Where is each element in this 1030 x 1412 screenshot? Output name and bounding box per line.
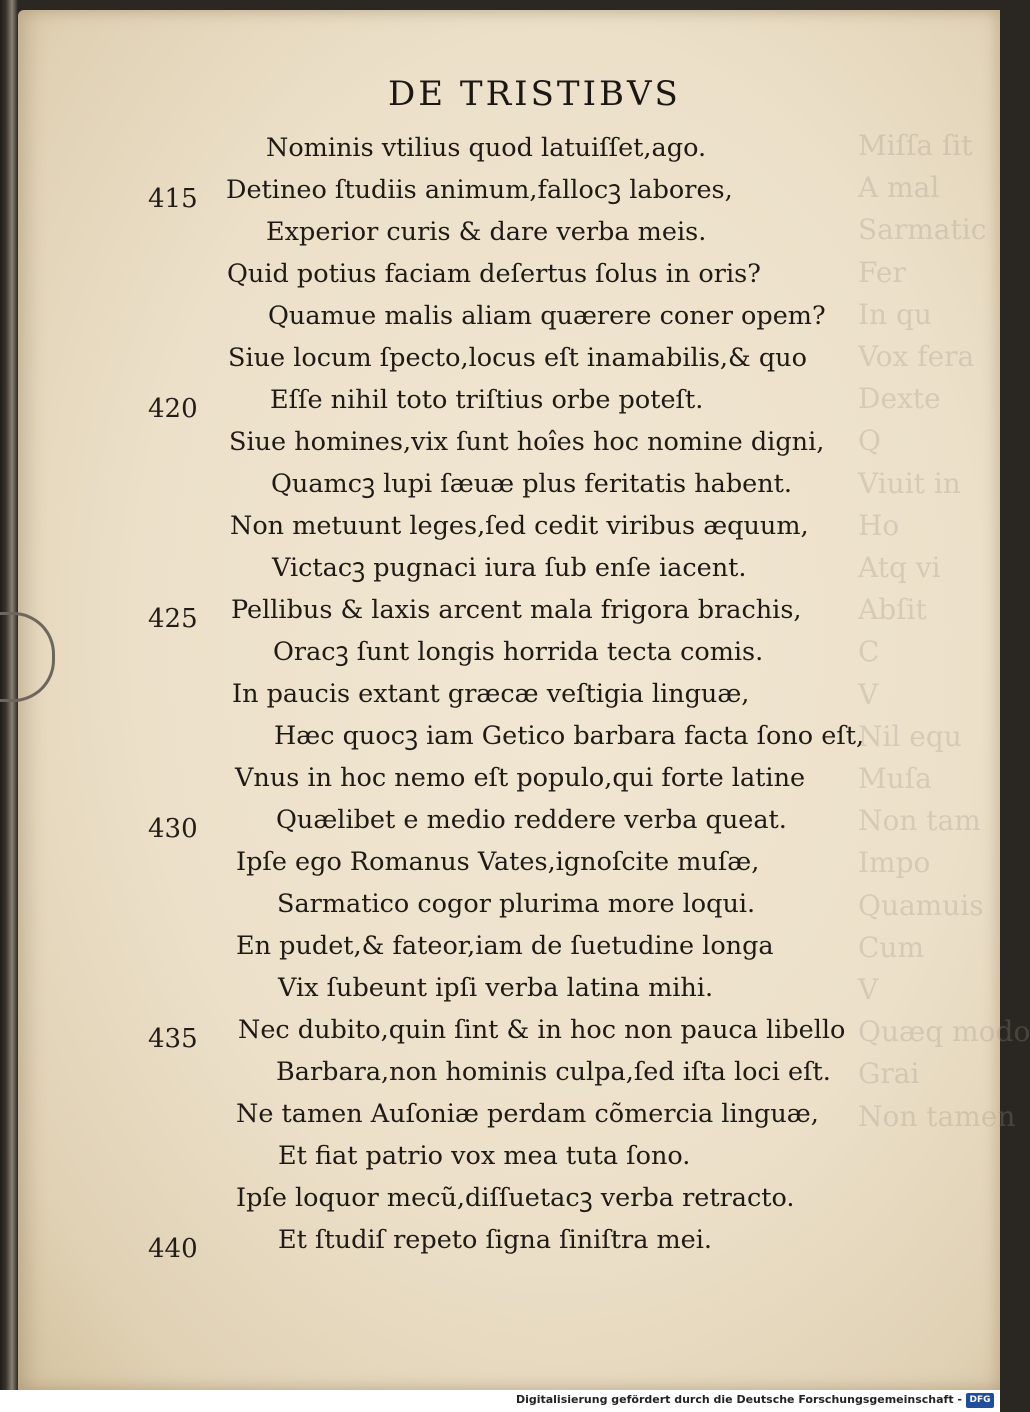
verse-text: Ipſe ego Romanus Vates,ignoſcite muſæ, xyxy=(236,847,760,877)
verse-text: Eſſe nihil toto triſtius orbe poteſt. xyxy=(270,385,704,415)
bleed-line: A mal xyxy=(858,171,940,205)
running-head: DE TRISTIBVS xyxy=(388,74,681,114)
verse-line xyxy=(0,379,980,421)
line-number: 415 xyxy=(148,184,198,214)
verse-text: En pudet,& fateor,iam de ſuetudine longa xyxy=(236,931,774,961)
verse-text: Non metuunt leges,ſed cedit viribus æquum, xyxy=(230,511,809,541)
bleed-line: Atq vi xyxy=(858,551,941,585)
verse-text: Hæc quocꝫ iam Getico barbara facta ſono eſt, xyxy=(274,721,865,751)
verse-line xyxy=(0,757,980,799)
bleed-line: Sarmatic xyxy=(858,213,987,247)
line-number: 430 xyxy=(148,814,198,844)
verse-line xyxy=(0,421,980,463)
line-number: 425 xyxy=(148,604,198,634)
verse-text: Et ſtudiſ repeto ſigna ſiniſtra mei. xyxy=(278,1225,713,1255)
verse-line xyxy=(0,505,980,547)
verse-line xyxy=(0,841,980,883)
verse-line xyxy=(0,883,980,925)
verse-text: Nominis vtilius quod latuiſſet,ago. xyxy=(266,133,707,163)
verse-line xyxy=(0,295,980,337)
verse-line xyxy=(0,253,980,295)
line-number: 420 xyxy=(148,394,198,424)
verse-text: Quamue malis aliam quærere coner opem? xyxy=(268,301,826,331)
verse-text: Et fiat patrio vox mea tuta ſono. xyxy=(278,1141,691,1171)
verse-text: Victacꝫ pugnaci iura ſub enſe iacent. xyxy=(272,553,747,583)
verse-text: Ne tamen Auſoniæ perdam cõmercia linguæ, xyxy=(236,1099,819,1129)
bleed-line: Non tam xyxy=(858,804,981,838)
verse-line xyxy=(0,673,980,715)
bleed-line: Non tamen xyxy=(858,1099,1016,1133)
bleed-line: Nil equ xyxy=(858,719,962,753)
verse-line xyxy=(0,127,980,169)
verse-line xyxy=(0,1135,980,1177)
verse-line xyxy=(0,1009,980,1051)
verse-text: Ipſe loquor mecũ,diſſuetacꝫ verba retracto. xyxy=(236,1183,795,1213)
verse-line xyxy=(0,1051,980,1093)
bleed-line: V xyxy=(858,677,879,711)
bleed-line: Q xyxy=(858,424,881,458)
verse-text: Pellibus & laxis arcent mala frigora brachis, xyxy=(231,595,802,625)
verse-line xyxy=(0,337,980,379)
bleed-line: Quæq modo xyxy=(858,1015,1030,1049)
bleed-line: Ho xyxy=(858,508,900,542)
verse-line xyxy=(0,589,980,631)
verse-text: Oracꝫ ſunt longis horrida tecta comis. xyxy=(273,637,764,667)
verse-text: Sarmatico cogor plurima more loqui. xyxy=(277,889,756,919)
bleed-line: Fer xyxy=(858,255,906,289)
line-number: 435 xyxy=(148,1024,198,1054)
bleed-line: V xyxy=(858,973,879,1007)
verse-line xyxy=(0,799,980,841)
verse-text: Siue homines,vix ſunt hoîes hoc nomine digni, xyxy=(229,427,825,457)
verse-line xyxy=(0,547,980,589)
bleed-line: Quamuis xyxy=(858,888,984,922)
bleed-line: Muſa xyxy=(858,762,932,796)
bleed-line: Dexte xyxy=(858,382,941,416)
bleed-line: Vox fera xyxy=(858,340,975,374)
verse-line xyxy=(0,1219,980,1261)
bleed-line: Viuit in xyxy=(858,466,961,500)
dfg-logo: DFG xyxy=(966,1393,994,1408)
verse-text: Quamcꝫ lupi ſæuæ plus feritatis habent. xyxy=(271,469,793,499)
verse-text: Barbara,non hominis culpa,ſed iſta loci eſt. xyxy=(276,1057,831,1087)
verse-line xyxy=(0,631,980,673)
verse-line xyxy=(0,169,980,211)
verse-line xyxy=(0,715,980,757)
verse-text: Vix ſubeunt ipſi verba latina mihi. xyxy=(278,973,714,1003)
line-number: 440 xyxy=(148,1234,198,1264)
verse-line xyxy=(0,1177,980,1219)
verse-line xyxy=(0,1093,980,1135)
verse-text: Quælibet e medio reddere verba queat. xyxy=(276,805,787,835)
verse-line xyxy=(0,211,980,253)
bleed-line: Grai xyxy=(858,1057,920,1091)
bleed-line: In qu xyxy=(858,297,932,331)
bleed-line: Impo xyxy=(858,846,931,880)
verse-line xyxy=(0,925,980,967)
bleed-line: Miſſa ſit xyxy=(858,129,973,162)
footer-bar xyxy=(0,1390,1000,1412)
verse-line xyxy=(0,463,980,505)
verse-text: In paucis extant græcæ veſtigia linguæ, xyxy=(232,679,750,709)
verse-text: Siue locum ſpecto,locus eſt inamabilis,& quo xyxy=(228,343,807,373)
funding-credit: Digitalisierung gefördert durch die Deutsche Forschungsgemeinschaft - xyxy=(515,1393,962,1406)
verse-line xyxy=(0,967,980,1009)
verse-text: Detineo ſtudiis animum,fallocꝫ labores, xyxy=(226,175,733,205)
bleed-line: Cum xyxy=(858,930,925,964)
verse-text: Vnus in hoc nemo eſt populo,qui forte latine xyxy=(235,763,806,793)
verse-text: Quid potius faciam deſertus ſolus in oris? xyxy=(227,259,761,289)
verse-text: Nec dubito,quin ſint & in hoc non pauca libello xyxy=(238,1015,846,1045)
bleed-line: Abſit xyxy=(858,593,927,627)
bleed-line: C xyxy=(858,635,880,669)
verse-text: Experior curis & dare verba meis. xyxy=(266,217,707,247)
